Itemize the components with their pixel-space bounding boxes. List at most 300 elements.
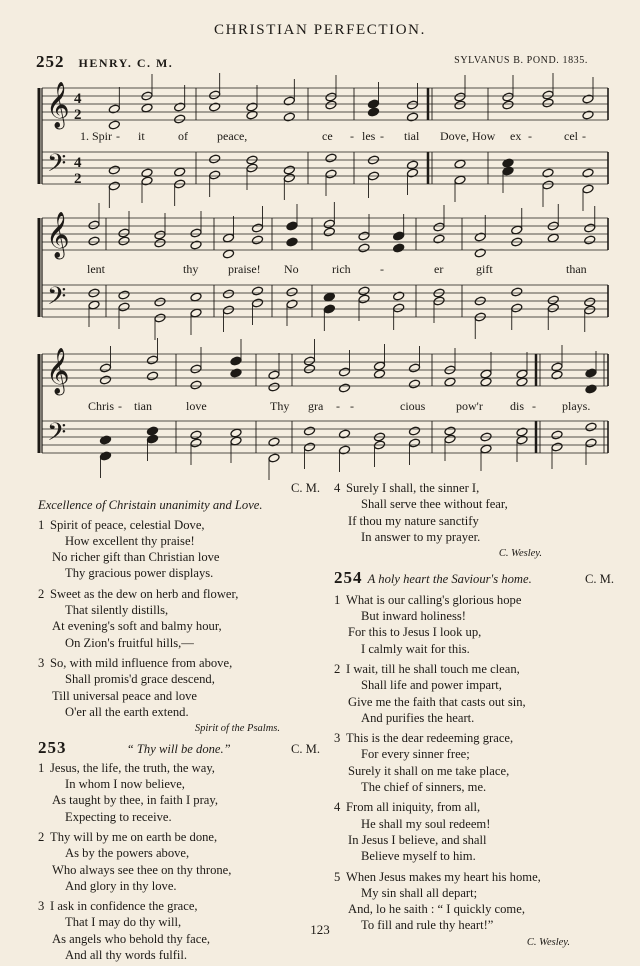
note-head [551, 442, 563, 452]
treble-clef-icon: 𝄞 [46, 82, 70, 128]
time-signature-top: 4 [74, 155, 82, 171]
hymn-254-heading [334, 570, 614, 587]
note-head [154, 313, 166, 323]
note-head [154, 238, 166, 248]
note-head [323, 227, 335, 237]
note-head [303, 356, 315, 366]
verse-line: Shall promis'd grace descend, [65, 672, 215, 687]
lyric-syllable: How [472, 129, 496, 143]
lyric-syllable: rich [332, 262, 351, 276]
verse-line: And all thy words fulfil. [65, 948, 188, 963]
note-head [230, 428, 242, 438]
verse-line [334, 661, 614, 677]
note-head [582, 110, 594, 120]
lyric-syllable: - [380, 262, 384, 276]
note-head [154, 230, 166, 240]
hymn-number: 253 [38, 738, 67, 758]
verse [38, 586, 320, 651]
verse-line: Believe myself to him. [361, 849, 476, 864]
note-head [584, 235, 596, 245]
verse-line: Give me the faith that casts out sin, [348, 694, 526, 709]
lyric-syllable: les [362, 129, 376, 143]
hymn-253-heading [38, 740, 320, 757]
verse-number: 2 [38, 829, 45, 844]
note-head [303, 364, 315, 374]
note-head [433, 234, 445, 244]
note-head [146, 434, 158, 444]
note-head [283, 112, 295, 122]
note-head [582, 184, 594, 194]
note-head [286, 287, 298, 297]
verse-number: 1 [38, 760, 45, 775]
note-head [251, 223, 263, 233]
lyric-syllable: pow'r [456, 399, 483, 413]
page-header: CHRISTIAN PERFECTION. [214, 22, 426, 38]
note-head [268, 382, 280, 392]
verse [334, 480, 614, 545]
note-head [251, 235, 263, 245]
verse-line: As by the powers above, [65, 846, 190, 861]
note-head [190, 228, 202, 238]
note-head [118, 290, 130, 300]
note-head [303, 426, 315, 436]
note-head [542, 90, 554, 100]
lyric-syllable: Dove, [440, 129, 469, 143]
note-head [454, 100, 466, 110]
time-signature-top: 4 [74, 91, 82, 107]
note-head [547, 233, 559, 243]
verse-line: Shall serve thee without fear, [361, 497, 508, 512]
lyric-syllable: than [566, 262, 587, 276]
verse-text: Jesus, the life, the truth, the way, [50, 760, 215, 775]
note-head [99, 435, 111, 445]
lyric-syllable: Chris [88, 399, 115, 413]
note-head [585, 438, 597, 448]
hymn-254-title: A holy heart the Saviour's home. [367, 572, 532, 587]
note-head [585, 422, 597, 432]
hymn-253-meter: C. M. [290, 742, 320, 757]
verse-line: My sin shall all depart; [361, 885, 478, 900]
verse-line: The chief of sinners, me. [361, 780, 487, 795]
note-head [584, 297, 596, 307]
note-head [146, 371, 158, 381]
verse-text: So, with mild influence from above, [50, 655, 233, 670]
verse-line: At evening's soft and balmy hour, [52, 619, 222, 634]
note-head [551, 370, 563, 380]
note-head [338, 445, 350, 455]
verse-text: Spirit of peace, celestial Dove, [50, 517, 205, 532]
note-head [222, 233, 234, 243]
note-head [542, 98, 554, 108]
verse-line: And glory in thy love. [65, 878, 177, 893]
verse-line: That I may do thy will, [65, 915, 182, 930]
verse-line: And, lo he saith : “ I quickly come, [348, 902, 525, 917]
verse [334, 799, 614, 864]
note-head [286, 299, 298, 309]
lyric-syllable: of [178, 129, 188, 143]
verse-line: O'er all the earth extend. [65, 704, 189, 719]
lyric-syllable: - [336, 399, 340, 413]
verse-text: I wait, till he shall touch me clean, [346, 661, 520, 676]
verse-line: I calmly wait for this. [361, 641, 470, 656]
lyric-syllable: ce [322, 129, 333, 143]
lyric-syllable: - [532, 399, 536, 413]
verse-line: Expecting to receive. [65, 809, 172, 824]
note-head [99, 451, 111, 461]
note-head [283, 165, 295, 175]
lyric-syllable: ex [510, 129, 522, 143]
note-head [358, 294, 370, 304]
treble-clef-icon: 𝄞 [46, 212, 70, 258]
note-head [88, 220, 100, 230]
verse [38, 760, 320, 825]
note-head [551, 362, 563, 372]
note-head [433, 222, 445, 232]
note-head [190, 240, 202, 250]
note-head [190, 438, 202, 448]
verse [38, 655, 320, 720]
verse-number: 5 [334, 869, 341, 884]
lyric-syllable: Thy [270, 399, 290, 413]
lyric-syllable: gift [476, 262, 493, 276]
note-head [174, 102, 186, 112]
verse-line: If thou my nature sanctify [348, 513, 479, 528]
lyric-syllable: - [380, 129, 384, 143]
bass-clef-icon: 𝄢 [47, 149, 67, 184]
note-head [174, 167, 186, 177]
hymn-254-verses [334, 592, 614, 934]
verse-text: This is the dear redeeming grace, [346, 731, 514, 746]
verse-number: 4 [334, 800, 341, 815]
note-head [516, 427, 528, 437]
treble-clef-icon: 𝄞 [46, 348, 70, 394]
note-head [511, 287, 523, 297]
verse-text: From all iniquity, from all, [346, 800, 481, 815]
note-head [174, 114, 186, 124]
page-number: 123 [310, 922, 330, 937]
note-head [502, 158, 514, 168]
lyric-syllable: - [118, 399, 122, 413]
note-head [408, 379, 420, 389]
left-text-column [38, 480, 320, 963]
note-head [251, 298, 263, 308]
note-head [141, 103, 153, 113]
note-head [542, 180, 554, 190]
verse-line: Thy gracious power displays. [65, 566, 214, 581]
hymn-254-author: C. Wesley. [526, 936, 570, 948]
note-head [474, 248, 486, 258]
lyric-syllable: tial [404, 129, 420, 143]
note-head [542, 168, 554, 178]
lyric-syllable: er [434, 262, 444, 276]
note-head [358, 286, 370, 296]
verse-number: 3 [334, 731, 341, 746]
note-head [154, 297, 166, 307]
note-head [325, 100, 337, 110]
verse-text: Surely I shall, the sinner I, [346, 481, 480, 495]
note-head [141, 168, 153, 178]
lyric-syllable: 1. Spir [80, 129, 113, 143]
note-head [108, 165, 120, 175]
verse [38, 517, 320, 582]
note-head [286, 221, 298, 231]
verse-text: Sweet as the dew on herb and flower, [50, 586, 239, 601]
note-head [547, 295, 559, 305]
note-head [454, 175, 466, 185]
verse-line: How excellent thy praise! [65, 533, 195, 548]
note-head [222, 289, 234, 299]
note-head [325, 92, 337, 102]
note-head [480, 377, 492, 387]
lyric-syllable: plays. [562, 399, 591, 413]
verse [38, 829, 320, 894]
note-head [582, 94, 594, 104]
verse-number: 4 [334, 481, 341, 495]
note-head [502, 100, 514, 110]
lyric-syllable: - [350, 399, 354, 413]
hymn-254-meter: C. M. [584, 572, 614, 587]
note-head [146, 355, 158, 365]
note-head [502, 166, 514, 176]
note-head [222, 249, 234, 259]
lyric-syllable: - [116, 129, 120, 143]
note-head [323, 219, 335, 229]
verse-line: That silently distills, [65, 603, 169, 618]
note-head [99, 363, 111, 373]
verse-number: 2 [38, 586, 45, 601]
time-signature-bottom: 2 [74, 171, 82, 187]
bass-clef-icon: 𝄢 [47, 282, 67, 317]
note-head [323, 292, 335, 302]
verse-line: Surely it shall on me take place, [348, 763, 510, 778]
note-head [444, 426, 456, 436]
note-head [406, 168, 418, 178]
verse-number: 1 [38, 517, 45, 532]
lyric-syllable: peace, [217, 129, 248, 143]
verse-line: To fill and rule thy heart!” [361, 918, 494, 933]
hymn-252-source: Spirit of the Psalms. [194, 723, 280, 735]
note-head [474, 232, 486, 242]
note-head [480, 444, 492, 454]
verse-line: In answer to my prayer. [361, 529, 481, 544]
note-head [268, 437, 280, 447]
lyric-syllable: gra [308, 399, 324, 413]
lyric-syllable: - [350, 129, 354, 143]
verse-line: In whom I now believe, [65, 777, 185, 792]
lyric-syllable: cel [564, 129, 578, 143]
note-head [338, 383, 350, 393]
note-head [118, 302, 130, 312]
note-head [230, 356, 242, 366]
note-head [585, 368, 597, 378]
note-head [358, 243, 370, 253]
note-head [88, 300, 100, 310]
hymn-252-verses [38, 517, 320, 721]
verse-line [38, 517, 320, 533]
verse-line: As angels who behold thy face, [52, 931, 211, 946]
verse-text: What is our calling's glorious hope [346, 592, 522, 607]
verse-line: On Zion's fruitful hills,— [65, 635, 194, 650]
note-head [190, 308, 202, 318]
note-head [268, 453, 280, 463]
note-head [246, 102, 258, 112]
verse-line: For every sinner free; [361, 747, 470, 762]
verse-text: I ask in confidence the grace, [50, 899, 198, 914]
note-head [190, 364, 202, 374]
verse-line [38, 898, 320, 914]
verse-line [334, 869, 614, 885]
verse-line: As taught by thee, in faith I pray, [52, 793, 219, 808]
note-head [582, 168, 594, 178]
right-text-column [334, 480, 614, 951]
note-head [118, 236, 130, 246]
note-head [480, 369, 492, 379]
note-head [338, 367, 350, 377]
note-head [408, 438, 420, 448]
note-head [511, 225, 523, 235]
verse [334, 661, 614, 726]
note-head [444, 377, 456, 387]
composer-credit: SYLVANUS B. POND. 1835. [454, 55, 588, 66]
note-head [108, 181, 120, 191]
lyric-syllable: dis [510, 399, 525, 413]
note-head [209, 154, 221, 164]
verse-line [38, 655, 320, 671]
note-head [99, 375, 111, 385]
note-head [547, 303, 559, 313]
verse-text: When Jesus makes my heart his home, [346, 869, 541, 884]
verse-text: Thy will by me on earth be done, [50, 829, 218, 844]
note-head [190, 292, 202, 302]
verse-number: 2 [334, 661, 341, 676]
verse-line: And purifies the heart. [361, 710, 475, 725]
note-head [367, 107, 379, 117]
note-head [373, 369, 385, 379]
note-head [358, 231, 370, 241]
note-head [222, 305, 234, 315]
note-head [303, 442, 315, 452]
note-head [584, 305, 596, 315]
verse-line: But inward holiness! [361, 609, 466, 624]
hymn-253-author: C. Wesley. [498, 548, 542, 560]
note-head [516, 369, 528, 379]
note-head [393, 291, 405, 301]
hymn-252-title: Excellence of Christain unanimity and Love. [38, 498, 263, 513]
lyric-syllable: it [138, 129, 145, 143]
note-head [268, 370, 280, 380]
note-head [367, 99, 379, 109]
lyric-syllable: tian [134, 399, 152, 413]
verse-number: 1 [334, 592, 341, 607]
note-head [516, 377, 528, 387]
lyric-syllable: thy [183, 262, 199, 276]
hymn-253-title: “ Thy will be done.” [126, 742, 231, 757]
lyric-syllable: - [528, 129, 532, 143]
verse-line: Who always see thee on thy throne, [52, 862, 232, 877]
note-head [406, 160, 418, 170]
note-head [373, 361, 385, 371]
bass-clef-icon: 𝄢 [47, 418, 67, 453]
note-head [444, 434, 456, 444]
note-head [406, 100, 418, 110]
note-head [141, 176, 153, 186]
verse-line [334, 592, 614, 608]
lyric-syllable: No [284, 262, 299, 276]
verse-line [334, 799, 614, 815]
note-head [516, 435, 528, 445]
note-head [325, 169, 337, 179]
hymn-253-verses-b [334, 480, 614, 545]
note-head [511, 303, 523, 313]
lyric-syllable: praise! [228, 262, 261, 276]
note-head [325, 153, 337, 163]
note-head [209, 102, 221, 112]
verse-line: In Jesus I believe, and shall [348, 832, 487, 847]
note-head [286, 237, 298, 247]
hymn-number: 252 [36, 52, 65, 71]
note-head [454, 92, 466, 102]
note-head [209, 90, 221, 100]
note-head [338, 429, 350, 439]
verse-line: He shall my soul redeem! [361, 816, 491, 831]
note-head [108, 104, 120, 114]
verse [334, 730, 614, 795]
hymn-number: 254 [334, 568, 363, 588]
verse-line [334, 480, 614, 496]
verse-line [38, 586, 320, 602]
lyric-syllable: love [186, 399, 207, 413]
note-head [283, 96, 295, 106]
verse-number: 3 [38, 655, 45, 670]
note-head [88, 236, 100, 246]
time-signature-bottom: 2 [74, 107, 82, 123]
verse-line [38, 760, 320, 776]
verse-line [334, 730, 614, 746]
note-head [551, 430, 563, 440]
verse-line [38, 829, 320, 845]
note-head [584, 223, 596, 233]
hymn-252-meter: C. M. [290, 481, 320, 495]
note-head [408, 363, 420, 373]
verse-line: Shall life and power impart, [361, 678, 502, 693]
note-head [190, 380, 202, 390]
verse-line: Till universal peace and love [52, 688, 198, 703]
note-head [251, 286, 263, 296]
verse [334, 592, 614, 657]
note-head [585, 384, 597, 394]
note-head [190, 430, 202, 440]
note-head [283, 173, 295, 183]
note-head [118, 228, 130, 238]
note-head [408, 426, 420, 436]
note-head [406, 112, 418, 122]
note-head [246, 110, 258, 120]
verse-line: For this to Jesus I look up, [348, 625, 482, 640]
verse-number: 3 [38, 899, 45, 914]
note-head [230, 436, 242, 446]
lyric-syllable: lent [87, 262, 105, 276]
note-head [454, 159, 466, 169]
lyric-syllable: - [582, 129, 586, 143]
note-head [393, 243, 405, 253]
note-head [146, 426, 158, 436]
lyric-syllable: cious [400, 399, 426, 413]
note-head [323, 304, 335, 314]
note-head [502, 92, 514, 102]
note-head [393, 303, 405, 313]
note-head [209, 170, 221, 180]
note-head [393, 231, 405, 241]
